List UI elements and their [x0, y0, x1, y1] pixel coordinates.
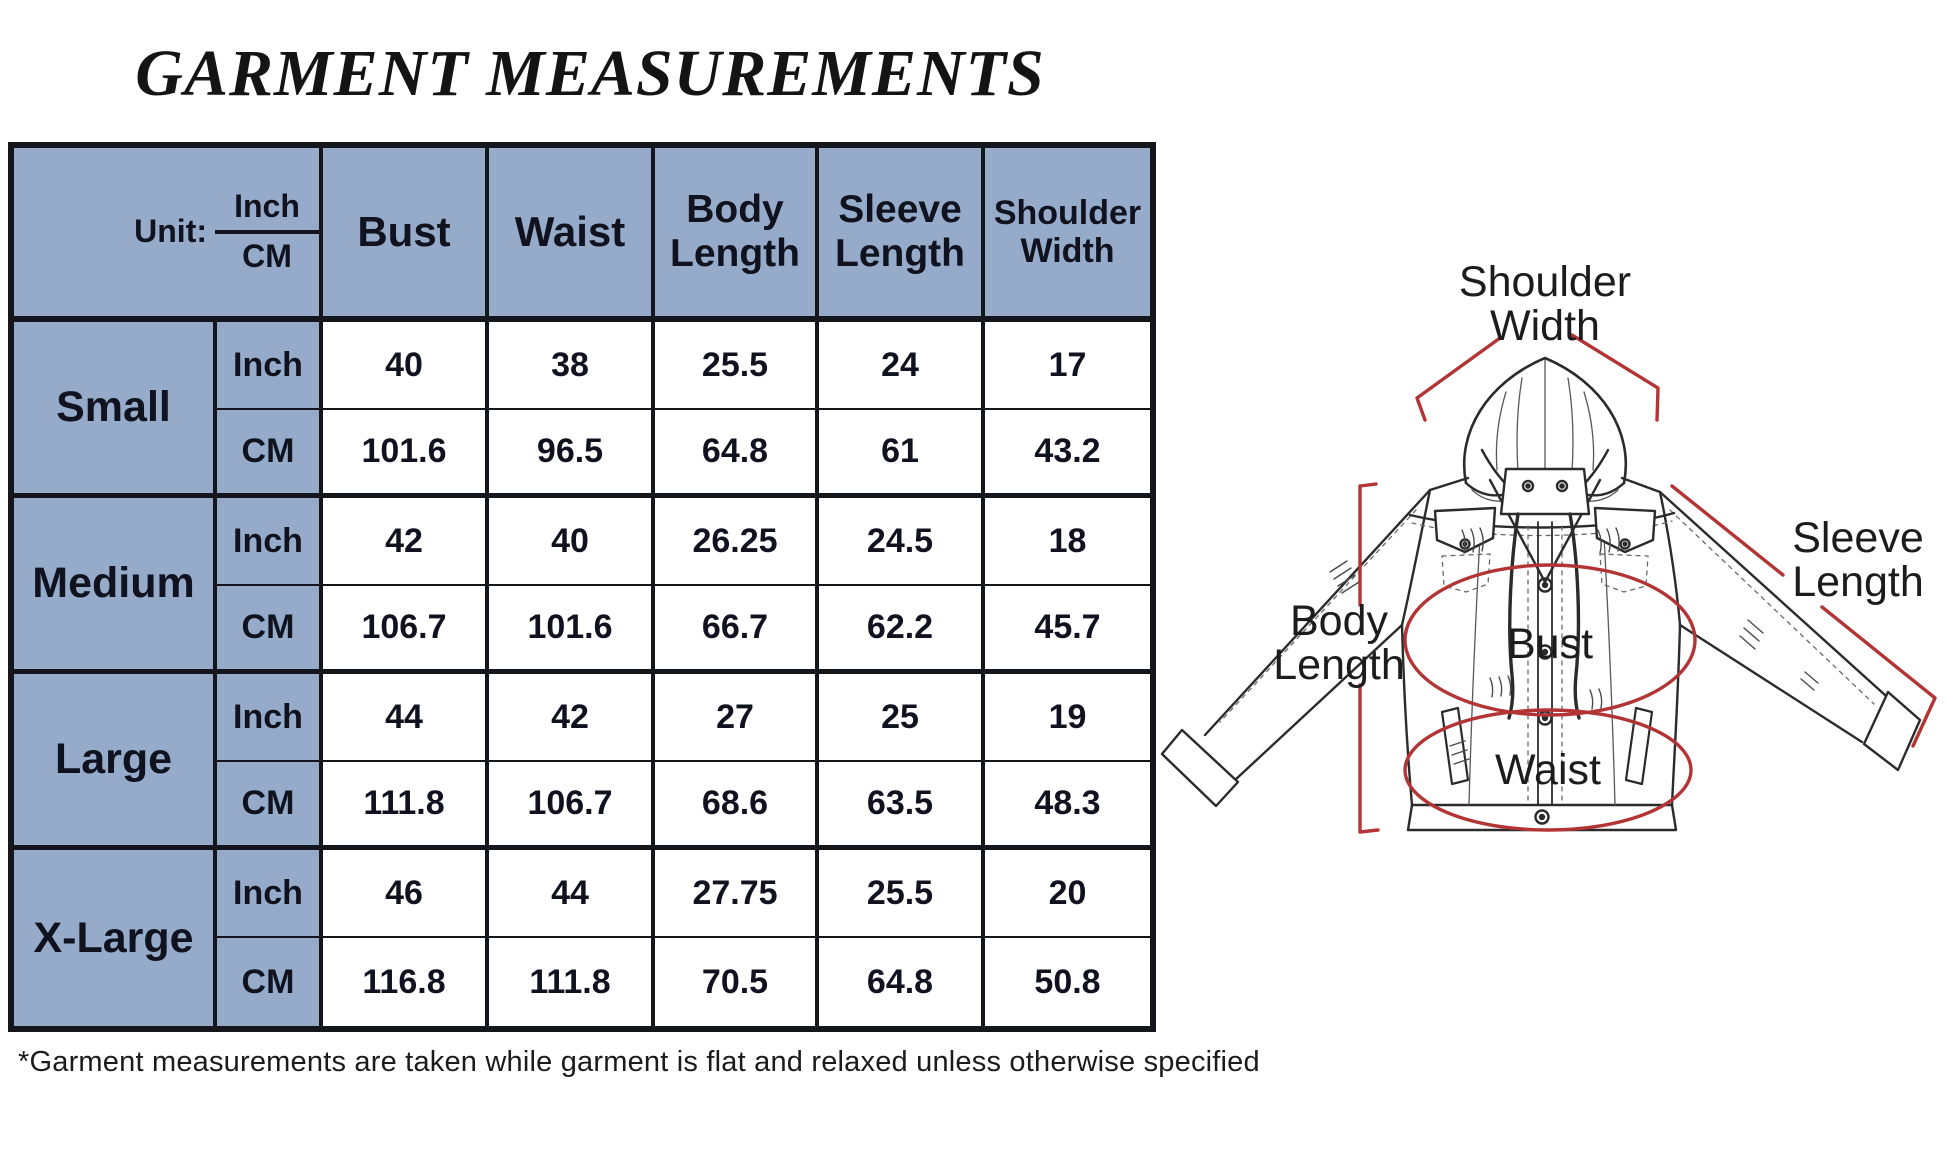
measurement-value: 20 [985, 850, 1150, 938]
unit-row-label: CM [217, 938, 323, 1026]
measurement-value: 44 [323, 674, 489, 762]
measurement-value: 24.5 [819, 498, 985, 586]
body-length-label-line2: Length [1273, 641, 1405, 689]
measurement-value: 61 [819, 410, 985, 498]
measurement-value: 48.3 [985, 762, 1150, 850]
bust-label: Bust [1506, 620, 1594, 668]
measurement-value: 106.7 [489, 762, 655, 850]
page-title: GARMENT MEASUREMENTS [135, 37, 1045, 110]
measurement-table [8, 142, 1156, 1032]
unit-row-label: Inch [217, 322, 323, 410]
unit-inch-label: Inch [234, 188, 300, 225]
measurement-value: 25.5 [655, 322, 819, 410]
measurement-value: 42 [489, 674, 655, 762]
measurement-value: 45.7 [985, 586, 1150, 674]
measurement-value: 68.6 [655, 762, 819, 850]
measurement-value: 43.2 [985, 410, 1150, 498]
garment-diagram [1150, 180, 1946, 950]
measurement-value: 62.2 [819, 586, 985, 674]
right-cuff [1864, 692, 1920, 770]
measurement-value: 116.8 [323, 938, 489, 1026]
measurement-value: 101.6 [323, 410, 489, 498]
measurement-value: 17 [985, 322, 1150, 410]
header-cell-waist: Waist [489, 148, 655, 322]
measurement-value: 19 [985, 674, 1150, 762]
size-label-x-large: X-Large [14, 850, 217, 1026]
unit-row-label: Inch [217, 850, 323, 938]
measurement-value: 64.8 [819, 938, 985, 1026]
measurement-value: 106.7 [323, 586, 489, 674]
waist-label: Waist [1495, 746, 1601, 794]
unit-row-label: Inch [217, 498, 323, 586]
measurement-value: 64.8 [655, 410, 819, 498]
measurement-value: 44 [489, 850, 655, 938]
measurement-value: 25 [819, 674, 985, 762]
unit-row-label: CM [217, 586, 323, 674]
measurement-value: 96.5 [489, 410, 655, 498]
measurement-value: 50.8 [985, 938, 1150, 1026]
header-cell-body-length: Body Length [655, 148, 819, 322]
unit-row-label: CM [217, 410, 323, 498]
unit-cm-label: CM [242, 238, 292, 274]
size-label-medium: Medium [14, 498, 217, 674]
body-length-label-line1: Body [1289, 597, 1389, 645]
measurement-footnote: *Garment measurements are taken while garment is flat and relaxed unless otherwise specified [18, 1046, 1260, 1078]
measurement-value: 40 [323, 322, 489, 410]
unit-row-label: Inch [217, 674, 323, 762]
shoulder-width-label-line2: Width [1490, 302, 1600, 350]
unit-label: Unit: [134, 213, 207, 250]
collar-panel [1501, 469, 1589, 514]
measurement-value: 46 [323, 850, 489, 938]
measurement-value: 24 [819, 322, 985, 410]
measurement-value: 111.8 [323, 762, 489, 850]
size-label-small: Small [14, 322, 217, 498]
drawstrings [1509, 514, 1579, 718]
measurement-value: 18 [985, 498, 1150, 586]
measurement-value: 63.5 [819, 762, 985, 850]
unit-row-label: CM [217, 762, 323, 850]
sleeve-length-label-line1: Sleeve [1792, 514, 1924, 562]
shoulder-width-label-line1: Shoulder [1458, 258, 1632, 306]
header-cell-shoulder-width: Shoulder Width [985, 148, 1150, 322]
measurement-value: 25.5 [819, 850, 985, 938]
measurement-value: 40 [489, 498, 655, 586]
shoulder-width-bracket-left [1417, 338, 1500, 420]
unit-fraction [215, 189, 319, 275]
size-label-large: Large [14, 674, 217, 850]
measurement-value: 42 [323, 498, 489, 586]
measurement-value: 38 [489, 322, 655, 410]
header-cell-bust: Bust [323, 148, 489, 322]
header-cell-sleeve-length: Sleeve Length [819, 148, 985, 322]
measurement-value: 27 [655, 674, 819, 762]
measurement-value: 66.7 [655, 586, 819, 674]
left-cuff [1162, 730, 1238, 806]
unit-header-cell [14, 148, 323, 322]
sleeve-length-label-line2: Length [1792, 558, 1924, 606]
measurement-value: 101.6 [489, 586, 655, 674]
measurement-value: 27.75 [655, 850, 819, 938]
measurement-value: 26.25 [655, 498, 819, 586]
measurement-value: 70.5 [655, 938, 819, 1026]
measurement-value: 111.8 [489, 938, 655, 1026]
